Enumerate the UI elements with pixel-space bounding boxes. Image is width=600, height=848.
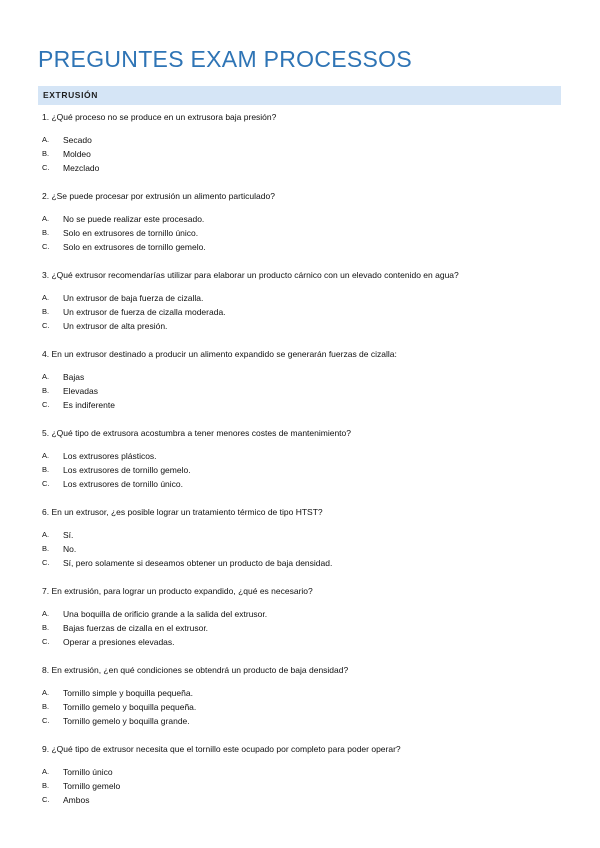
answer-option xyxy=(42,714,562,728)
answer-option xyxy=(42,463,562,477)
question-block xyxy=(42,427,562,491)
option-letter: C. xyxy=(42,558,50,567)
option-letter: A. xyxy=(42,530,50,539)
option-letter: C. xyxy=(42,716,50,725)
question-block xyxy=(42,506,562,570)
option-letter: C. xyxy=(42,242,50,251)
option-letter: B. xyxy=(42,228,50,237)
answer-option xyxy=(42,686,562,700)
option-text: Los extrusores de tornillo único. xyxy=(63,479,184,489)
question-block xyxy=(42,111,562,175)
option-letter: A. xyxy=(42,688,50,697)
answer-option xyxy=(42,779,562,793)
option-letter: C. xyxy=(42,321,50,330)
question-block xyxy=(42,585,562,649)
question-text: 9. ¿Qué tipo de extrusor necesita que el tornillo este ocupado por completo para poder operar? xyxy=(42,744,401,754)
option-letter: C. xyxy=(42,795,50,804)
answer-option xyxy=(42,765,562,779)
option-text: No. xyxy=(63,544,77,554)
answer-option xyxy=(42,528,562,542)
option-text: Solo en extrusores de tornillo gemelo. xyxy=(63,242,206,252)
option-letter: C. xyxy=(42,400,50,409)
option-letter: C. xyxy=(42,163,50,172)
option-text: Tornillo gemelo y boquilla grande. xyxy=(63,716,190,726)
answer-option xyxy=(42,607,562,621)
page-title: PREGUNTES EXAM PROCESSOS xyxy=(38,46,412,72)
answer-option xyxy=(42,556,562,570)
answer-option xyxy=(42,449,562,463)
option-text: Tornillo único xyxy=(63,767,113,777)
question-block xyxy=(42,269,562,333)
option-text: Un extrusor de fuerza de cizalla moderada. xyxy=(63,307,226,317)
answer-option xyxy=(42,635,562,649)
answer-option xyxy=(42,212,562,226)
answer-option xyxy=(42,161,562,175)
option-text: Un extrusor de alta presión. xyxy=(63,321,168,331)
question-text: 4. En un extrusor destinado a producir un alimento expandido se generarán fuerzas de cizalla: xyxy=(42,349,397,359)
option-text: Sí, pero solamente si deseamos obtener un producto de baja densidad. xyxy=(63,558,333,568)
option-text: Solo en extrusores de tornillo único. xyxy=(63,228,199,238)
option-letter: B. xyxy=(42,702,50,711)
answer-option xyxy=(42,226,562,240)
question-text: 5. ¿Qué tipo de extrusora acostumbra a tener menores costes de mantenimiento? xyxy=(42,428,351,438)
option-text: Tornillo gemelo xyxy=(63,781,121,791)
option-letter: B. xyxy=(42,149,50,158)
answer-option xyxy=(42,147,562,161)
option-letter: A. xyxy=(42,767,50,776)
option-text: Los extrusores de tornillo gemelo. xyxy=(63,465,191,475)
answer-option xyxy=(42,319,562,333)
section-label: EXTRUSIÓN xyxy=(43,90,98,100)
option-letter: B. xyxy=(42,465,50,474)
option-letter: A. xyxy=(42,135,50,144)
question-text: 8. En extrusión, ¿en qué condiciones se obtendrá un producto de baja densidad? xyxy=(42,665,349,675)
option-text: No se puede realizar este procesado. xyxy=(63,214,205,224)
option-letter: B. xyxy=(42,544,50,553)
answer-option xyxy=(42,621,562,635)
option-letter: B. xyxy=(42,307,50,316)
option-letter: A. xyxy=(42,609,50,618)
option-text: Un extrusor de baja fuerza de cizalla. xyxy=(63,293,204,303)
option-text: Sí. xyxy=(63,530,74,540)
option-letter: A. xyxy=(42,372,50,381)
answer-option xyxy=(42,793,562,807)
option-text: Los extrusores plásticos. xyxy=(63,451,157,461)
answer-option xyxy=(42,291,562,305)
option-text: Secado xyxy=(63,135,92,145)
option-text: Ambos xyxy=(63,795,90,805)
question-block xyxy=(42,743,562,807)
option-letter: A. xyxy=(42,451,50,460)
option-letter: A. xyxy=(42,214,50,223)
option-text: Una boquilla de orificio grande a la salida del extrusor. xyxy=(63,609,268,619)
question-text: 2. ¿Se puede procesar por extrusión un alimento particulado? xyxy=(42,191,275,201)
option-text: Operar a presiones elevadas. xyxy=(63,637,175,647)
section-header xyxy=(38,86,561,105)
option-text: Es indiferente xyxy=(63,400,115,410)
answer-option xyxy=(42,477,562,491)
answer-option xyxy=(42,240,562,254)
option-letter: B. xyxy=(42,781,50,790)
option-letter: A. xyxy=(42,293,50,302)
answer-option xyxy=(42,133,562,147)
answer-option xyxy=(42,542,562,556)
option-text: Elevadas xyxy=(63,386,98,396)
answer-option xyxy=(42,700,562,714)
question-block xyxy=(42,348,562,412)
option-letter: C. xyxy=(42,479,50,488)
option-text: Mezclado xyxy=(63,163,100,173)
question-block xyxy=(42,190,562,254)
question-text: 6. En un extrusor, ¿es posible lograr un tratamiento térmico de tipo HTST? xyxy=(42,507,323,517)
option-letter: B. xyxy=(42,386,50,395)
question-list xyxy=(42,111,562,822)
question-text: 1. ¿Qué proceso no se produce en un extrusora baja presión? xyxy=(42,112,277,122)
option-text: Tornillo simple y boquilla pequeña. xyxy=(63,688,193,698)
answer-option xyxy=(42,370,562,384)
answer-option xyxy=(42,384,562,398)
option-text: Tornillo gemelo y boquilla pequeña. xyxy=(63,702,197,712)
answer-option xyxy=(42,305,562,319)
option-text: Bajas xyxy=(63,372,85,382)
option-letter: B. xyxy=(42,623,50,632)
question-text: 3. ¿Qué extrusor recomendarías utilizar para elaborar un producto cárnico con un elevado contenido en agua? xyxy=(42,270,459,280)
question-block xyxy=(42,664,562,728)
option-text: Bajas fuerzas de cizalla en el extrusor. xyxy=(63,623,209,633)
answer-option xyxy=(42,398,562,412)
option-letter: C. xyxy=(42,637,50,646)
question-text: 7. En extrusión, para lograr un producto expandido, ¿qué es necesario? xyxy=(42,586,313,596)
option-text: Moldeo xyxy=(63,149,91,159)
